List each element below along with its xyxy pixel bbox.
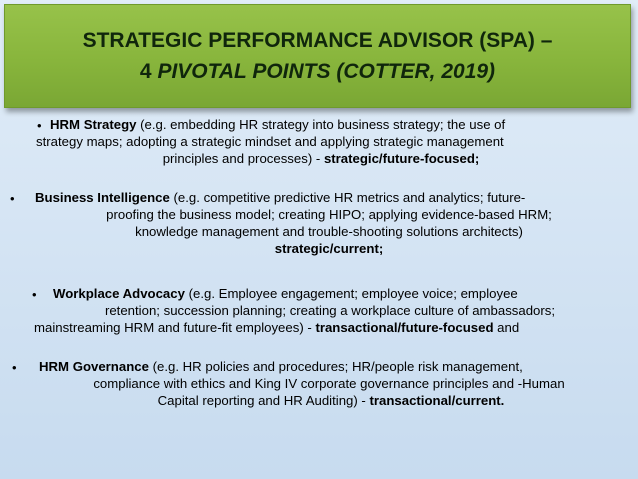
point-description: (e.g. embedding HR strategy into business strategy; the use of	[136, 117, 506, 132]
point-classification: strategic/current;	[274, 241, 384, 256]
point-trailing-text: and	[493, 320, 520, 335]
point-description: (e.g. HR policies and procedures; HR/people risk management,	[148, 359, 523, 374]
slide-title-line-1: STRATEGIC PERFORMANCE ADVISOR (SPA) –	[82, 29, 553, 52]
point-description-line: retention; succession planning; creating a workplace culture of ambassadors;	[104, 303, 556, 318]
point-trailing-text: .	[500, 393, 505, 408]
point-description: (e.g. Employee engagement; employee voice; employee	[184, 286, 518, 301]
point-classification: transactional/future-focused	[315, 320, 494, 335]
point-classification: transactional/current	[369, 393, 501, 408]
point-description-line: compliance with ethics and King IV corporate governance principles and -Human	[93, 376, 565, 391]
point-label: Business Intelligence	[35, 190, 170, 205]
list-item-workplace-advocacy	[0, 285, 638, 336]
point-description: (e.g. competitive predictive HR metrics and analytics; future-	[169, 190, 526, 205]
bullet-marker: •	[37, 118, 42, 133]
title-italic-text: PIVOTAL POINTS (COTTER, 2019)	[157, 60, 496, 83]
point-description-line: knowledge management and trouble-shooting solutions architects)	[135, 224, 523, 239]
list-item-hrm-strategy	[0, 116, 638, 167]
point-description-line: strategy maps; adopting a strategic mindset and applying strategic management	[36, 134, 504, 149]
bullet-marker: •	[32, 287, 37, 302]
title-banner	[4, 4, 631, 108]
point-classification: strategic/future-focused;	[323, 151, 480, 166]
point-description-line: Capital reporting and HR Auditing) -	[157, 393, 370, 408]
point-label: Workplace Advocacy	[53, 286, 185, 301]
point-description-line: mainstreaming HRM and future-fit employees) -	[34, 320, 316, 335]
point-description-line: proofing the business model; creating HIPO; applying evidence-based HRM;	[106, 207, 552, 222]
list-item-hrm-governance	[0, 358, 638, 409]
slide-title-line-2	[140, 56, 495, 87]
bullet-list	[0, 112, 638, 479]
point-description-line: principles and processes) -	[162, 151, 324, 166]
point-label: HRM Strategy	[50, 117, 137, 132]
bullet-marker: •	[10, 191, 15, 206]
title-number: 4	[139, 60, 158, 83]
point-label: HRM Governance	[39, 359, 149, 374]
bullet-marker: •	[12, 360, 17, 375]
list-item-business-intelligence	[0, 189, 638, 257]
